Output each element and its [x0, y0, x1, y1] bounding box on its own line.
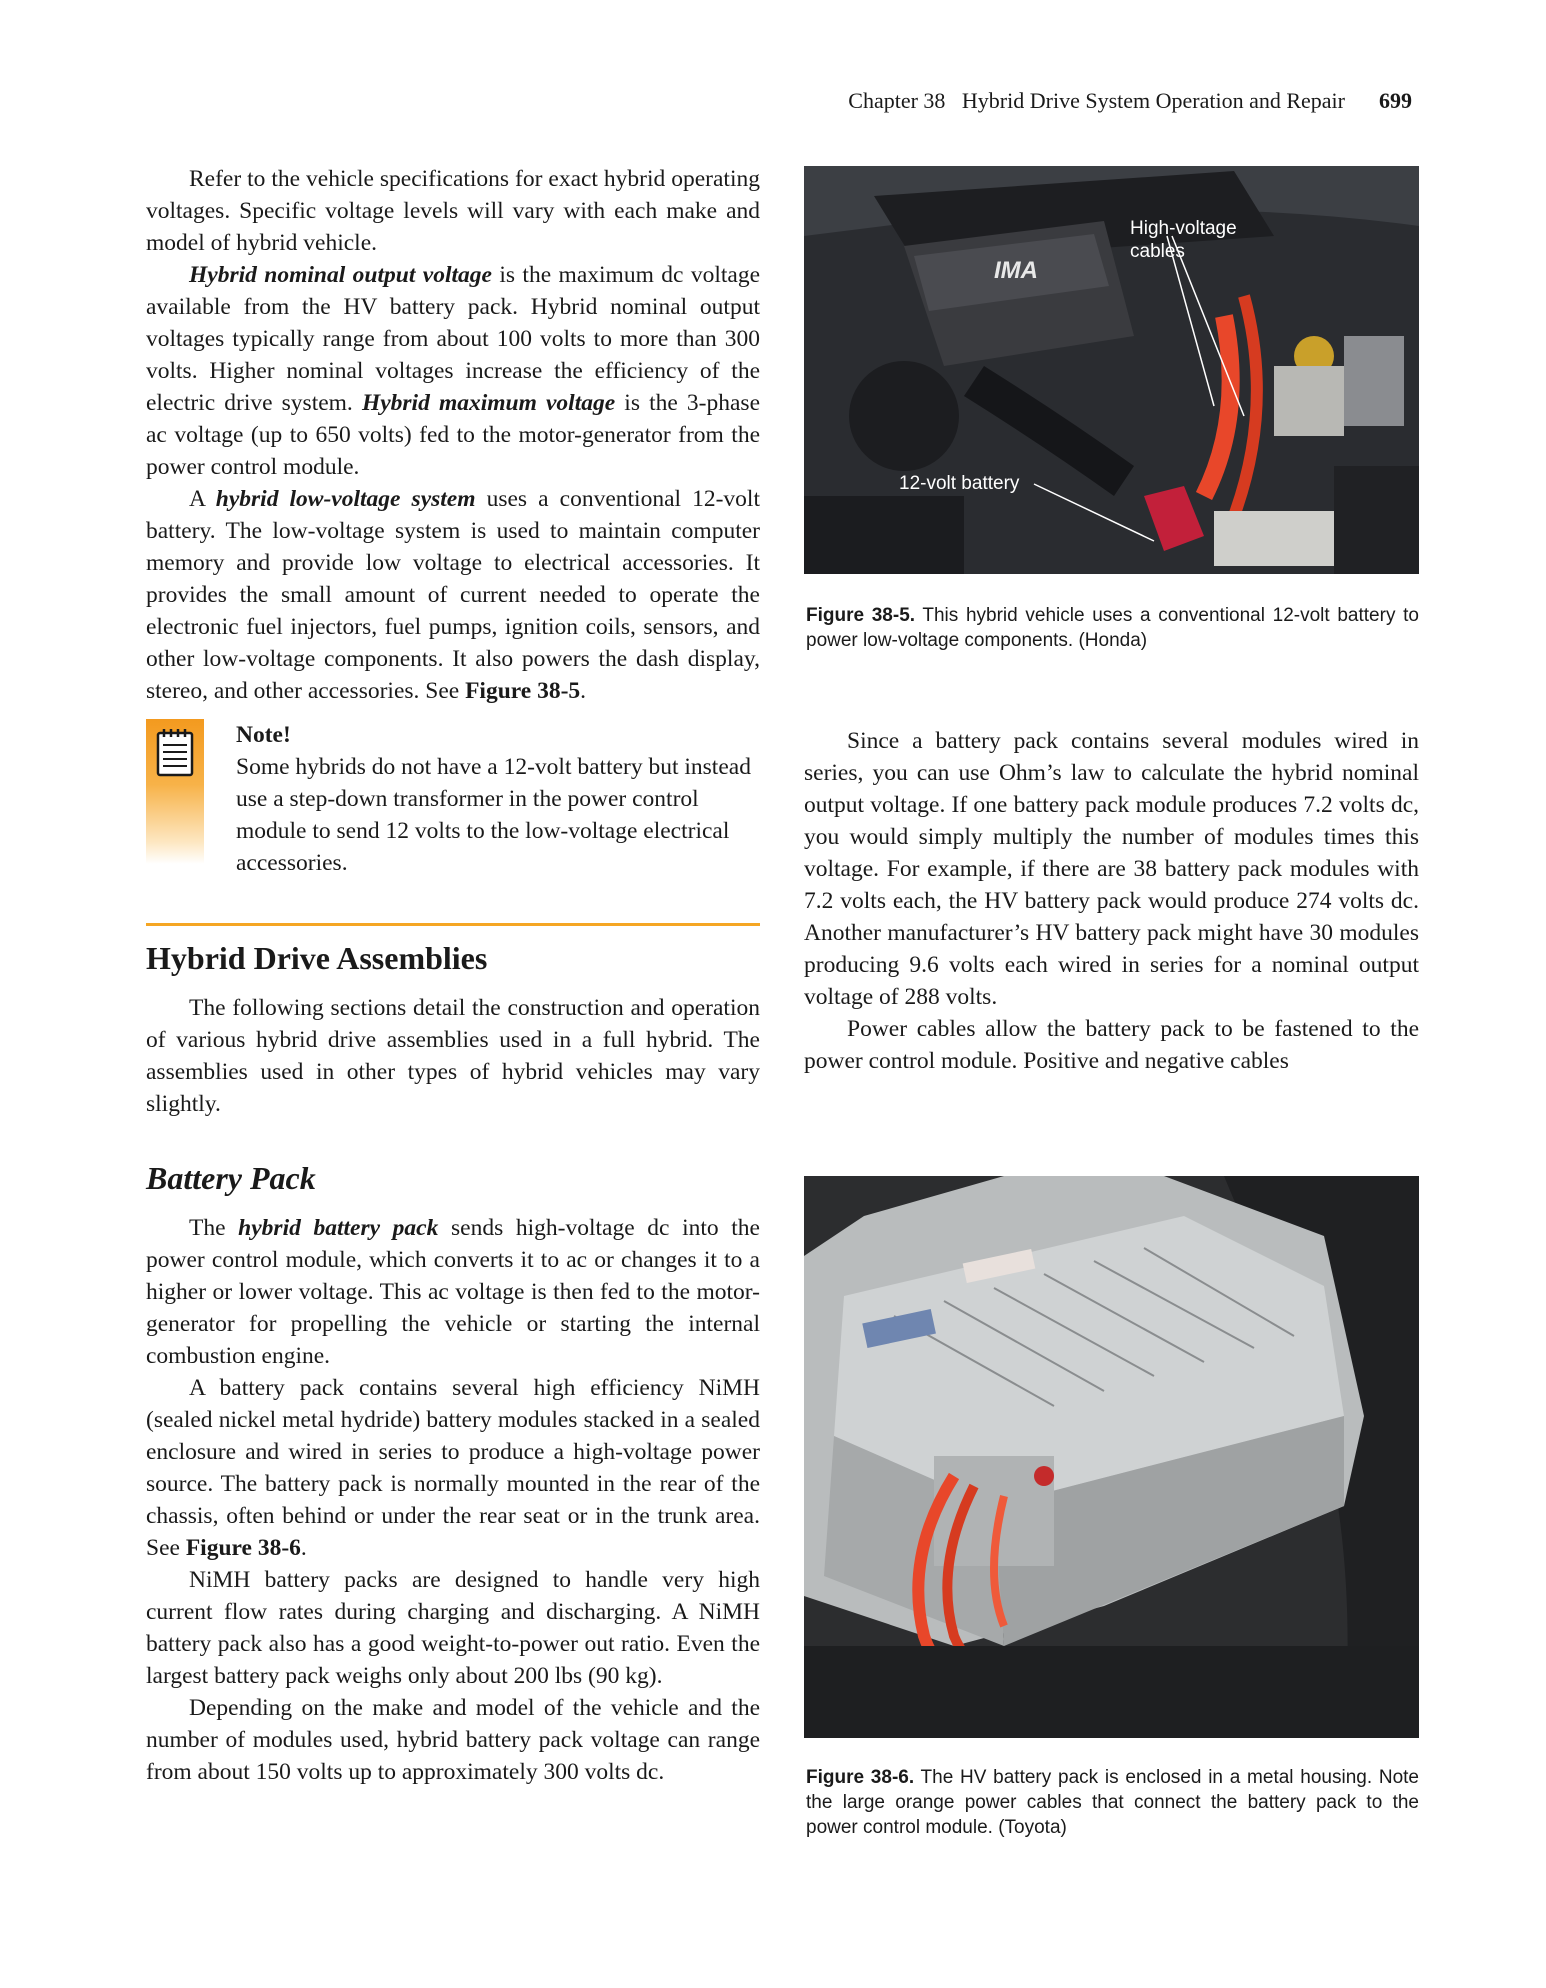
- paragraph: Refer to the vehicle specifications for exact hybrid operating voltages. Specific voltage levels will vary with each make and model of hybrid vehicle.: [146, 166, 760, 256]
- key-term: hybrid low-voltage system: [215, 486, 476, 512]
- figure-reference[interactable]: Figure 38-5: [465, 678, 581, 704]
- figure-38-5-caption: Figure 38-5. This hybrid vehicle uses a conventional 12-volt battery to power low-voltage components. (Honda): [806, 605, 1419, 651]
- page-number: 699: [1379, 88, 1412, 113]
- section-rule: [146, 923, 760, 926]
- paragraph: A hybrid low-voltage system uses a conventional 12-volt battery. The low-voltage system is used to maintain computer memory and provide low voltage to electrical accessories. It provides the small amount of current needed to operate the electronic fuel injectors, fuel pumps, ignition coils, sensors, and other low-voltage components. It also powers the dash display, stereo, and other accessories. See Figure 38-5.: [146, 486, 760, 704]
- left-column: [146, 163, 760, 1788]
- chapter-number: Chapter 38: [848, 88, 946, 113]
- figure-38-6-photo: [804, 1176, 1419, 1738]
- paragraph: Power cables allow the battery pack to be fastened to the power control module. Positive and negative cables: [804, 1016, 1419, 1074]
- caption-number: Figure 38-5.: [806, 605, 916, 626]
- section-heading: Hybrid Drive Assemblies: [146, 940, 488, 976]
- note-box: [146, 719, 760, 879]
- figure-38-5-photo: [804, 166, 1419, 574]
- paragraph: Depending on the make and model of the vehicle and the number of modules used, hybrid battery pack voltage can range from about 150 volts up to approximately 300 volts dc.: [146, 1695, 760, 1785]
- label-high-voltage-cables: High-voltage cables: [1130, 218, 1237, 262]
- note-text: Some hybrids do not have a 12-volt battery but instead use a step-down transformer in the power control module to send 12 volts to the low-voltage electrical accessories.: [236, 754, 751, 876]
- label-12-volt-battery: 12-volt battery: [899, 473, 1020, 494]
- paragraph: The hybrid battery pack sends high-voltage dc into the power control module, which converts it to ac or changes it to a higher or lower voltage. This ac voltage is then fed to the motor-generator for propelling the vehicle or starting the internal combustion engine.: [146, 1215, 760, 1369]
- running-header: [848, 88, 1412, 114]
- key-term: hybrid battery pack: [238, 1215, 439, 1241]
- note-title: Note!: [236, 722, 291, 748]
- engine-badge: IMA: [994, 257, 1038, 284]
- paragraph: A battery pack contains several high efficiency NiMH (sealed nickel metal hydride) battery modules stacked in a sealed enclosure and wired in series to produce a high-voltage power source. The battery pack is normally mounted in the rear of the chassis, often behind or under the rear seat or in the trunk area. See Figure 38-6.: [146, 1375, 760, 1561]
- figure-reference[interactable]: Figure 38-6: [185, 1535, 301, 1561]
- caption-number: Figure 38-6.: [806, 1767, 915, 1788]
- battery-pack-illustration: [804, 1176, 1419, 1738]
- note-sidebar: [146, 719, 204, 864]
- key-term: Hybrid maximum voltage: [361, 390, 616, 416]
- paragraph: The following sections detail the construction and operation of various hybrid drive assemblies used in a full hybrid. The assemblies used in other types of hybrid vehicles may vary slightly.: [146, 995, 760, 1117]
- paragraph: Hybrid nominal output voltage is the maximum dc voltage available from the HV battery pack. Hybrid nominal output voltages typically range from about 100 volts to more than 300 volts. Higher nominal voltages increase the efficiency of the electric drive system. Hybrid maximum voltage is the 3-phase ac voltage (up to 650 volts) fed to the motor-generator from the power control module.: [146, 262, 761, 480]
- subsection-heading: Battery Pack: [146, 1160, 316, 1196]
- notepad-icon: [155, 727, 195, 777]
- right-column: [804, 725, 1419, 1077]
- paragraph: NiMH battery packs are designed to handle very high current flow rates during charging and discharging. A NiMH battery pack also has a good weight-to-power out ratio. Even the largest battery pack weighs only about 200 lbs (90 kg).: [146, 1567, 760, 1689]
- figure-38-6-caption: Figure 38-6. The HV battery pack is enclosed in a metal housing. Note the large orange power cables that connect the battery pack to the power control module. (Toyota): [806, 1767, 1419, 1838]
- key-term: Hybrid nominal output voltage: [189, 262, 492, 288]
- engine-bay-illustration: [804, 166, 1419, 574]
- chapter-title: Hybrid Drive System Operation and Repair: [961, 88, 1345, 113]
- paragraph: Since a battery pack contains several modules wired in series, you can use Ohm’s law to calculate the hybrid nominal output voltage. If one battery pack module produces 7.2 volts dc, you would simply multiply the number of modules times this voltage. For example, if there are 38 battery pack modules with 7.2 volts each, the HV battery pack would produce 274 volts dc. Another manufacturer’s HV battery pack might have 30 modules producing 9.6 volts each wired in series for a nominal output voltage of 288 volts.: [804, 728, 1419, 1010]
